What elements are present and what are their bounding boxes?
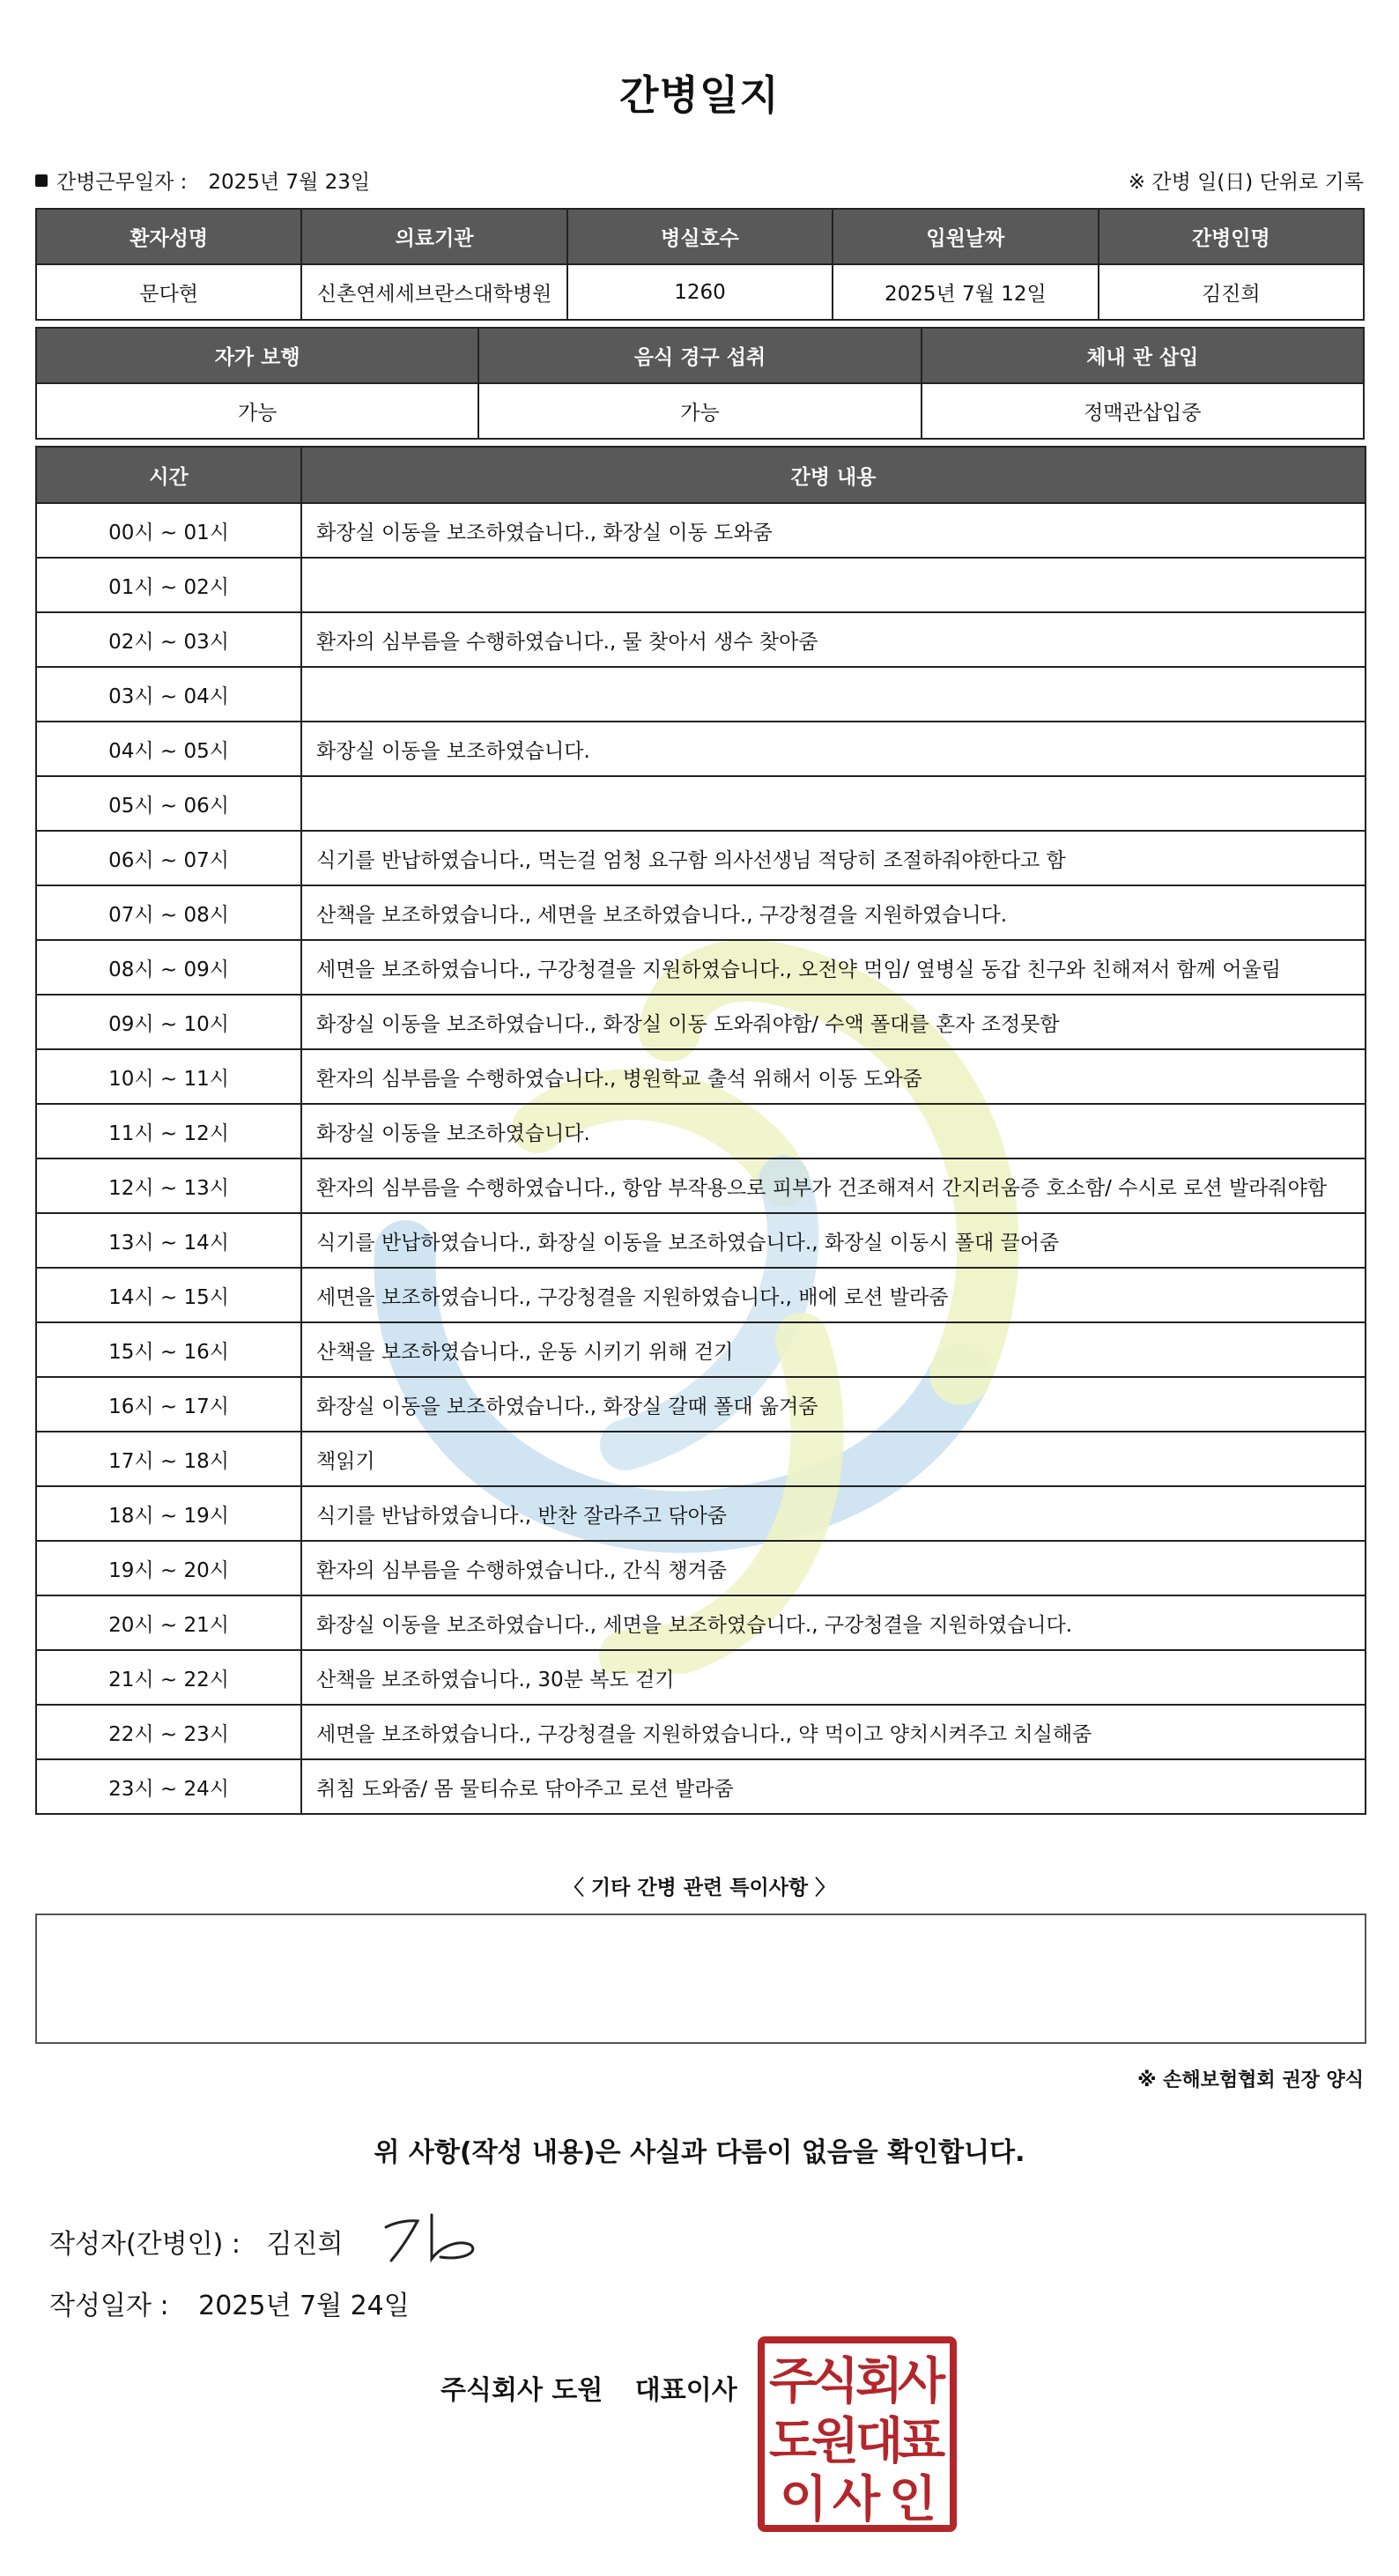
header-admission-date: 입원날짜 <box>833 209 1098 264</box>
confirmation-statement: 위 사항(작성 내용)은 사실과 다름이 없음을 확인합니다. <box>374 2137 1025 2168</box>
header-patient-name: 환자성명 <box>36 209 301 264</box>
header-time: 시간 <box>36 447 301 503</box>
remarks-title: 〈 기타 간병 관련 특이사항 〉 <box>563 1876 836 1899</box>
svg-text:도: 도 <box>768 2413 818 2470</box>
time-cell: 13시 ~ 14시 <box>36 1213 301 1268</box>
room-number: 1260 <box>567 264 833 320</box>
time-cell: 06시 ~ 07시 <box>36 831 301 885</box>
writer-name: 김진희 <box>266 2229 344 2260</box>
time-cell: 14시 ~ 15시 <box>36 1268 301 1322</box>
table-row <box>36 1377 1366 1432</box>
writer-line <box>49 2222 343 2261</box>
svg-text:사: 사 <box>832 2471 881 2528</box>
content-cell: 식기를 반납하였습니다., 반찬 잘라주고 닦아줌 <box>301 1486 1366 1541</box>
content-cell: 산책을 보조하였습니다., 세면을 보조하였습니다., 구강청결을 지원하였습니다. <box>301 885 1366 940</box>
time-cell: 23시 ~ 24시 <box>36 1759 301 1814</box>
table-row <box>36 503 1366 558</box>
time-cell: 19시 ~ 20시 <box>36 1541 301 1595</box>
write-date-value: 2025년 7월 24일 <box>198 2291 410 2321</box>
patient-name: 문다현 <box>36 264 301 320</box>
association-note: ※ 손해보험협회 권장 양식 <box>1137 2069 1364 2091</box>
content-cell <box>301 667 1366 722</box>
header-self-walking: 자가 보행 <box>36 328 478 383</box>
table-row <box>36 1650 1366 1705</box>
table-row <box>36 1049 1366 1104</box>
time-cell: 11시 ~ 12시 <box>36 1104 301 1158</box>
self-walking-value: 가능 <box>36 383 478 439</box>
time-cell: 10시 ~ 11시 <box>36 1049 301 1104</box>
work-date-label: 간병근무일자 : <box>56 171 188 194</box>
time-cell: 12시 ~ 13시 <box>36 1158 301 1213</box>
time-cell: 00시 ~ 01시 <box>36 503 301 558</box>
time-cell: 21시 ~ 22시 <box>36 1650 301 1705</box>
company-name: 주식회사 도원 <box>440 2375 603 2406</box>
table-row <box>36 1541 1366 1595</box>
table-row <box>36 558 1366 612</box>
content-cell: 화장실 이동을 보조하였습니다. <box>301 1104 1366 1158</box>
time-cell: 02시 ~ 03시 <box>36 612 301 667</box>
header-oral-intake: 음식 경구 섭취 <box>478 328 921 383</box>
table-row <box>36 1486 1366 1541</box>
admission-date: 2025년 7월 12일 <box>833 264 1098 320</box>
table-row <box>36 667 1366 722</box>
content-cell: 식기를 반납하였습니다., 화장실 이동을 보조하였습니다., 화장실 이동시 폴대 끌어줌 <box>301 1213 1366 1268</box>
work-date-line <box>35 166 370 195</box>
company-ceo-title: 대표이사 <box>634 2375 737 2406</box>
content-cell: 화장실 이동을 보조하였습니다. <box>301 722 1366 776</box>
handwritten-signature <box>379 2202 502 2273</box>
content-cell: 취침 도와줌/ 몸 물티슈로 닦아주고 로션 발라줌 <box>301 1759 1366 1814</box>
svg-text:이: 이 <box>779 2471 828 2528</box>
table-row <box>36 722 1366 776</box>
table-row <box>36 1705 1366 1759</box>
header-room-number: 병실호수 <box>567 209 833 264</box>
table-row <box>36 1595 1366 1650</box>
content-cell: 환자의 심부름을 수행하였습니다., 병원학교 출석 위해서 이동 도와줌 <box>301 1049 1366 1104</box>
oral-intake-value: 가능 <box>478 383 921 439</box>
remarks-box <box>35 1913 1366 2044</box>
content-cell: 세면을 보조하였습니다., 구강청결을 지원하였습니다., 약 먹이고 양치시켜주고 치실해줌 <box>301 1705 1366 1759</box>
time-cell: 16시 ~ 17시 <box>36 1377 301 1432</box>
unit-note: ※ 간병 일(日) 단위로 기록 <box>1128 171 1364 194</box>
table-row <box>36 831 1366 885</box>
caregiver-name: 김진희 <box>1099 264 1364 320</box>
header-hospital: 의료기관 <box>301 209 566 264</box>
svg-text:식: 식 <box>811 2353 860 2410</box>
header-caregiver-name: 간병인명 <box>1099 209 1364 264</box>
time-cell: 18시 ~ 19시 <box>36 1486 301 1541</box>
time-cell: 05시 ~ 06시 <box>36 776 301 831</box>
time-cell: 01시 ~ 02시 <box>36 558 301 612</box>
content-cell: 책읽기 <box>301 1432 1366 1486</box>
table-row <box>36 1268 1366 1322</box>
hourly-care-log-table <box>35 446 1366 1815</box>
time-cell: 22시 ~ 23시 <box>36 1705 301 1759</box>
hospital-name: 신촌연세세브란스대학병원 <box>301 264 566 320</box>
content-cell: 산책을 보조하였습니다., 운동 시키기 위해 걷기 <box>301 1322 1366 1377</box>
bullet-square-icon <box>35 174 48 187</box>
company-line <box>440 2368 737 2407</box>
svg-text:회: 회 <box>855 2353 904 2410</box>
company-seal-stamp <box>758 2336 957 2532</box>
time-cell: 03시 ~ 04시 <box>36 667 301 722</box>
content-cell: 환자의 심부름을 수행하였습니다., 물 찾아서 생수 찾아줌 <box>301 612 1366 667</box>
svg-text:원: 원 <box>811 2413 860 2470</box>
table-header-row <box>36 209 1364 264</box>
time-cell: 04시 ~ 05시 <box>36 722 301 776</box>
svg-text:주: 주 <box>768 2353 818 2410</box>
content-cell: 화장실 이동을 보조하였습니다., 화장실 갈때 폴대 옮겨줌 <box>301 1377 1366 1432</box>
content-cell: 환자의 심부름을 수행하였습니다., 항암 부작용으로 피부가 건조해져서 간지러움증 호소함/ 수시로 로션 발라줘야함 <box>301 1158 1366 1213</box>
work-date-value: 2025년 7월 23일 <box>208 171 371 194</box>
document-title: 간병일지 <box>619 71 780 119</box>
content-cell: 식기를 반납하였습니다., 먹는걸 엄청 요구함 의사선생님 적당히 조절하줘야한다고 함 <box>301 831 1366 885</box>
table-row <box>36 612 1366 667</box>
table-row <box>36 1213 1366 1268</box>
svg-text:대: 대 <box>855 2413 904 2470</box>
time-cell: 07시 ~ 08시 <box>36 885 301 940</box>
time-cell: 15시 ~ 16시 <box>36 1322 301 1377</box>
writer-label: 작성자(간병인) : <box>49 2229 241 2260</box>
patient-info-table <box>35 208 1365 321</box>
patient-status-table <box>35 327 1365 440</box>
svg-text:사: 사 <box>897 2353 946 2410</box>
time-cell: 17시 ~ 18시 <box>36 1432 301 1486</box>
content-cell: 화장실 이동을 보조하였습니다., 화장실 이동 도와줌 <box>301 503 1366 558</box>
content-cell: 세면을 보조하였습니다., 구강청결을 지원하였습니다., 오전약 먹임/ 옆병실 동갑 친구와 친해져서 함께 어울림 <box>301 940 1366 995</box>
table-row <box>36 1104 1366 1158</box>
content-cell: 화장실 이동을 보조하였습니다., 화장실 이동 도와줘야함/ 수액 폴대를 혼자 조정못함 <box>301 995 1366 1049</box>
table-header-row <box>36 447 1366 503</box>
time-cell: 20시 ~ 21시 <box>36 1595 301 1650</box>
table-row <box>36 995 1366 1049</box>
table-row <box>36 885 1366 940</box>
header-care-content: 간병 내용 <box>301 447 1366 503</box>
table-header-row <box>36 328 1364 383</box>
write-date-line <box>49 2284 410 2322</box>
svg-text:표: 표 <box>897 2413 946 2470</box>
content-cell: 세면을 보조하였습니다., 구강청결을 지원하였습니다., 배에 로션 발라줌 <box>301 1268 1366 1322</box>
header-tube-insertion: 체내 관 삽입 <box>922 328 1364 383</box>
table-row <box>36 1759 1366 1814</box>
content-cell: 화장실 이동을 보조하였습니다., 세면을 보조하였습니다., 구강청결을 지원하였습니다. <box>301 1595 1366 1650</box>
table-row <box>36 776 1366 831</box>
table-row <box>36 1432 1366 1486</box>
time-cell: 09시 ~ 10시 <box>36 995 301 1049</box>
content-cell: 산책을 보조하였습니다., 30분 복도 걷기 <box>301 1650 1366 1705</box>
tube-insertion-value: 정맥관삽입중 <box>922 383 1364 439</box>
time-cell: 08시 ~ 09시 <box>36 940 301 995</box>
table-row <box>36 940 1366 995</box>
table-row <box>36 383 1364 439</box>
content-cell: 환자의 심부름을 수행하였습니다., 간식 챙겨줌 <box>301 1541 1366 1595</box>
content-cell <box>301 558 1366 612</box>
table-row <box>36 1158 1366 1213</box>
table-row <box>36 264 1364 320</box>
table-row <box>36 1322 1366 1377</box>
svg-text:인: 인 <box>888 2471 937 2528</box>
content-cell <box>301 776 1366 831</box>
write-date-label: 작성일자 : <box>49 2291 169 2321</box>
